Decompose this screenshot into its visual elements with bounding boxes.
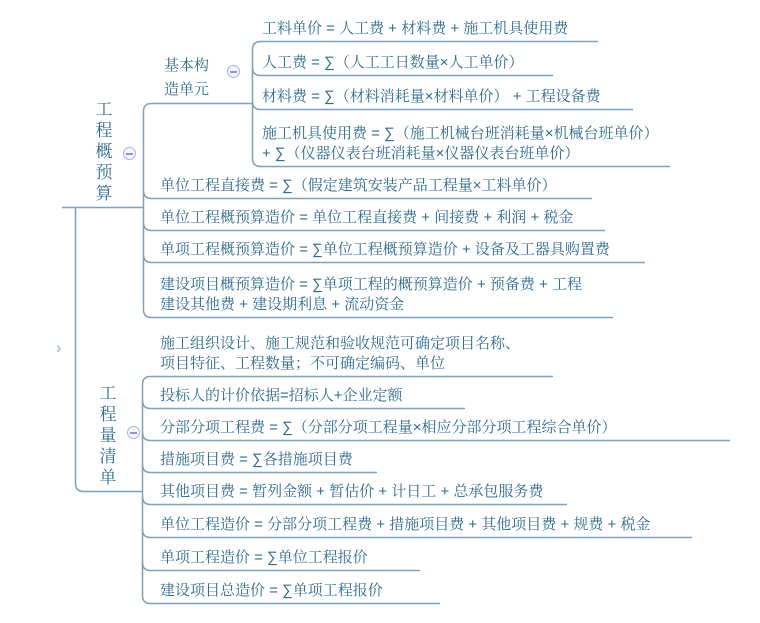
node-project-budget-cost[interactable]	[160, 275, 582, 315]
minus-glyph	[130, 432, 137, 434]
node-line: 建设其他费 + 建设期利息 + 流动资金	[160, 296, 405, 313]
node-line: 建设项目概预算造价 = ∑单项工程的概预算造价 + 预备费 + 工程	[160, 276, 582, 293]
node-spec-rule[interactable]	[160, 334, 520, 374]
node-engineering-budget[interactable]: 工程概预算	[95, 100, 113, 203]
node-basic-unit[interactable]	[164, 54, 209, 102]
minus-glyph	[126, 153, 133, 155]
collapse-icon[interactable]	[123, 147, 136, 160]
node-other-fee[interactable]: 其他项目费 = 暂列金额 + 暂估价 + 计日工 + 总承包服务费	[160, 483, 544, 500]
collapse-icon[interactable]	[127, 426, 140, 439]
node-single-cost[interactable]: 单项工程造价 = ∑单位工程报价	[160, 549, 368, 566]
node-line: + ∑（仪器仪表台班消耗量×仪器仪表台班单价）	[262, 145, 580, 162]
node-unit-direct-fee[interactable]: 单位工程直接费 = ∑（假定建筑安装产品工程量×工料单价）	[160, 177, 557, 194]
node-labor-cost[interactable]: 人工费 = ∑（人工工日数量×人工单价）	[262, 54, 524, 71]
node-line: 造单元	[164, 81, 210, 98]
node-sub-item-fee[interactable]: 分部分项工程费 = ∑（分部分项工程量×相应分部分项工程综合单价）	[160, 419, 617, 436]
collapse-icon[interactable]	[227, 65, 240, 78]
node-unit-cost[interactable]: 单位工程造价 = 分部分项工程费 + 措施项目费 + 其他项目费 + 规费 + 税金	[160, 516, 651, 533]
node-line: 施工组织设计、施工规范和验收规范可确定项目名称、	[160, 335, 521, 352]
node-machinery-cost[interactable]	[262, 124, 659, 164]
node-line: 基本构	[164, 57, 210, 74]
node-single-budget-cost[interactable]: 单项工程概预算造价 = ∑单位工程概预算造价 + 设备及工器具购置费	[160, 241, 610, 258]
node-line: 施工机具使用费 = ∑（施工机械台班消耗量×机械台班单价）	[262, 125, 659, 142]
minus-glyph	[230, 71, 237, 73]
root-expand-icon[interactable]: ›	[56, 338, 62, 357]
node-total-cost[interactable]: 建设项目总造价 = ∑单项工程报价	[160, 582, 383, 599]
node-line: 项目特征、工程数量；不可确定编码、单位	[160, 355, 446, 372]
node-bidder-basis[interactable]: 投标人的计价依据=招标人+企业定额	[160, 387, 403, 404]
node-measure-fee[interactable]: 措施项目费 = ∑各措施项目费	[160, 451, 353, 468]
node-labor-material-price[interactable]: 工料单价 = 人工费 + 材料费 + 施工机具使用费	[262, 20, 569, 37]
node-unit-budget-cost[interactable]: 单位工程概预算造价 = 单位工程直接费 + 间接费 + 利润 + 税金	[160, 209, 574, 226]
node-material-cost[interactable]: 材料费 = ∑（材料消耗量×材料单价） + 工程设备费	[262, 88, 601, 105]
node-bill-of-quantities[interactable]: 工程量清单	[99, 384, 117, 487]
